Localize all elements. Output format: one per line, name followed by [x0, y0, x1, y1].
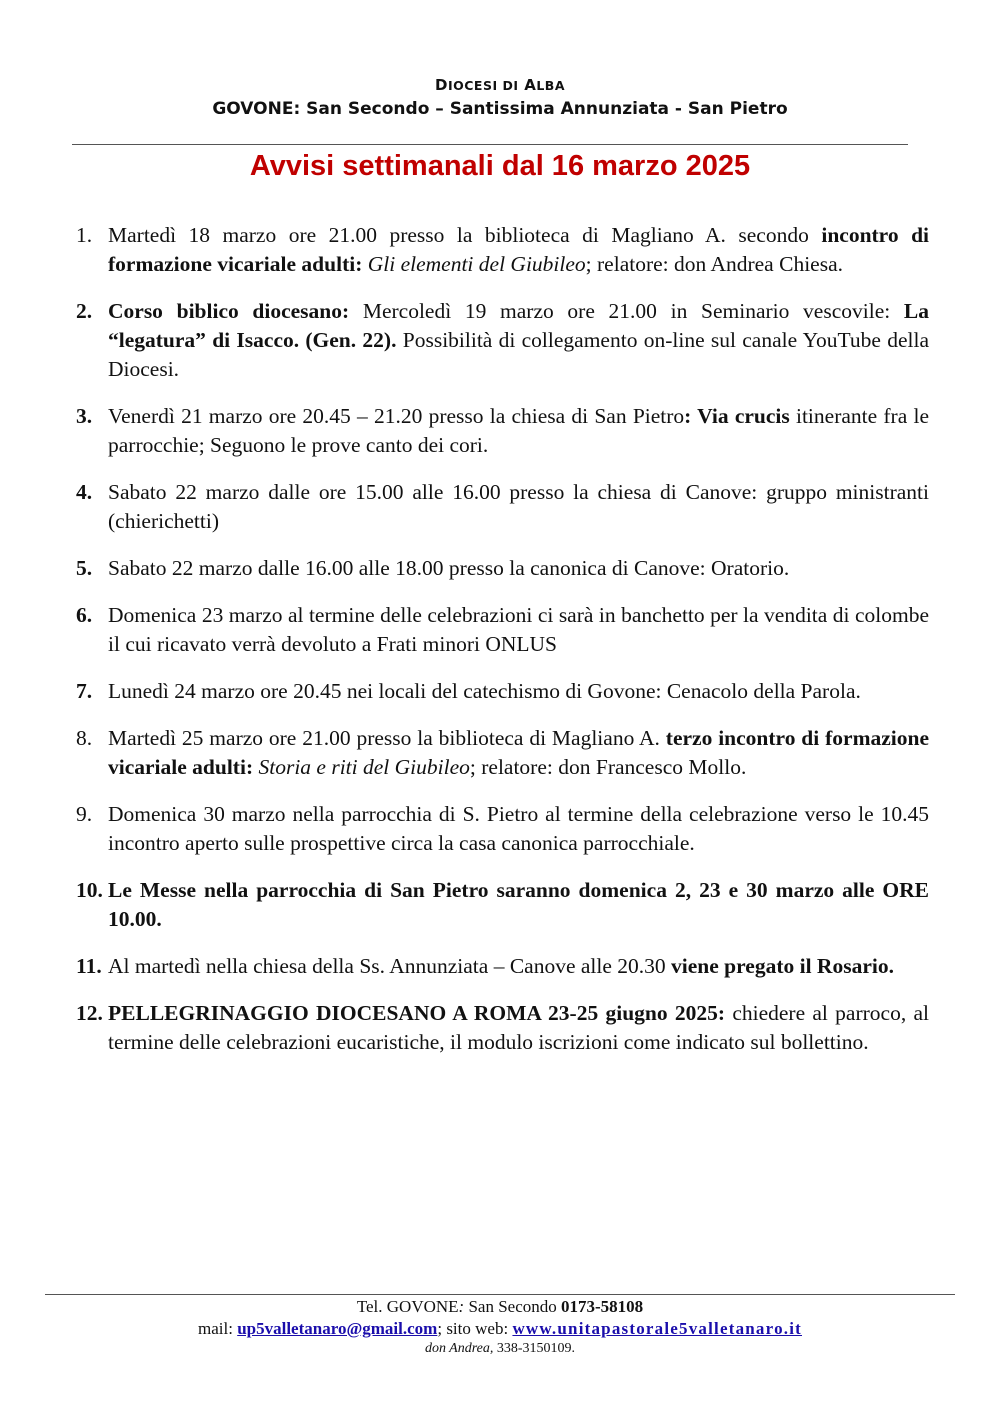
phone-number: 0173-58108	[561, 1297, 644, 1316]
header-divider	[72, 144, 908, 145]
item-number: 4.	[76, 480, 93, 504]
notice-item-2: 2. Corso biblico diocesano: Mercoledì 19 marzo ore 21.00 in Seminario vescovile: La “legatura” di Isacco. (Gen. 22). Possibilità di collegamento on-line sul canale YouTube della Diocesi.	[76, 299, 929, 381]
item-number: 7.	[76, 679, 93, 703]
notice-item-6: 6. Domenica 23 marzo al termine delle celebrazioni ci sarà in banchetto per la vendita di colombe il cui ricavato verrà devoluto a Frati minori ONLUS	[76, 603, 929, 656]
notice-item-1: 1. Martedì 18 marzo ore 21.00 presso la biblioteca di Magliano A. secondo incontro di formazione vicariale adulti: Gli elementi del Giubileo; relatore: don Andrea Chiesa.	[76, 223, 929, 276]
notice-item-8: 8. Martedì 25 marzo ore 21.00 presso la biblioteca di Magliano A. terzo incontro di formazione vicariale adulti: Storia e riti del Giubileo; relatore: don Francesco Mollo.	[76, 726, 929, 779]
item-number: 6.	[76, 603, 93, 627]
footer-contact-line: mail: up5valletanaro@gmail.com; sito web: www.unitapastorale5valletanaro.it	[198, 1319, 802, 1338]
page-title: Avvisi settimanali dal 16 marzo 2025	[249, 150, 751, 182]
notice-item-3: 3. Venerdì 21 marzo ore 20.45 – 21.20 presso la chiesa di San Pietro: Via crucis itinerante fra le parrocchie; Seguono le prove canto dei cori.	[76, 404, 929, 457]
email-link[interactable]: up5valletanaro@gmail.com	[237, 1319, 438, 1338]
notice-item-11: 11. Al martedì nella chiesa della Ss. Annunziata – Canove alle 20.30 viene pregato il Rosario.	[76, 952, 929, 981]
item-number: 8.	[76, 726, 93, 750]
item-number: 12.	[76, 1001, 103, 1025]
parishes-heading: GOVONE: San Secondo – Santissima Annunziata - San Pietro	[212, 99, 788, 119]
notice-item-4: 4. Sabato 22 marzo dalle ore 15.00 alle 16.00 presso la chiesa di Canove: gruppo ministranti (chierichetti)	[76, 480, 929, 533]
notices-list	[76, 221, 929, 1075]
item-number: 1.	[76, 223, 93, 247]
notice-item-7: 7. Lunedì 24 marzo ore 20.45 nei locali del catechismo di Govone: Cenacolo della Parola.	[76, 677, 929, 706]
website-link[interactable]: www.unitapastorale5valletanaro.it	[512, 1319, 802, 1338]
item-number: 2.	[76, 299, 93, 323]
item-number: 9.	[76, 802, 93, 826]
item-number: 5.	[76, 556, 93, 580]
footer	[0, 1296, 1000, 1358]
notice-item-9: 9. Domenica 30 marzo nella parrocchia di S. Pietro al termine della celebrazione verso le 10.45 incontro aperto sulle prospettive circa la casa canonica parrocchiale.	[76, 802, 929, 855]
notice-item-5: 5. Sabato 22 marzo dalle 16.00 alle 18.00 presso la canonica di Canove: Oratorio.	[76, 554, 929, 583]
footer-divider	[45, 1294, 955, 1295]
diocese-heading: DIOCESI DI ALBA	[435, 76, 565, 94]
footer-phone-line: Tel. GOVONE: San Secondo 0173-58108	[356, 1297, 644, 1316]
item-number: 3.	[76, 404, 93, 428]
item-number: 10.	[76, 878, 103, 902]
item-number: 11.	[76, 954, 102, 978]
notice-item-12: 12. PELLEGRINAGGIO DIOCESANO A ROMA 23-25 giugno 2025: chiedere al parroco, al termine delle celebrazioni eucaristiche, il modulo iscrizioni come indicato sul bollettino.	[76, 1001, 929, 1054]
footer-priest-line: don Andrea, 338-3150109.	[424, 1341, 576, 1356]
notice-item-10: 10. Le Messe nella parrocchia di San Pietro saranno domenica 2, 23 e 30 marzo alle ORE 10.00.	[76, 878, 929, 931]
